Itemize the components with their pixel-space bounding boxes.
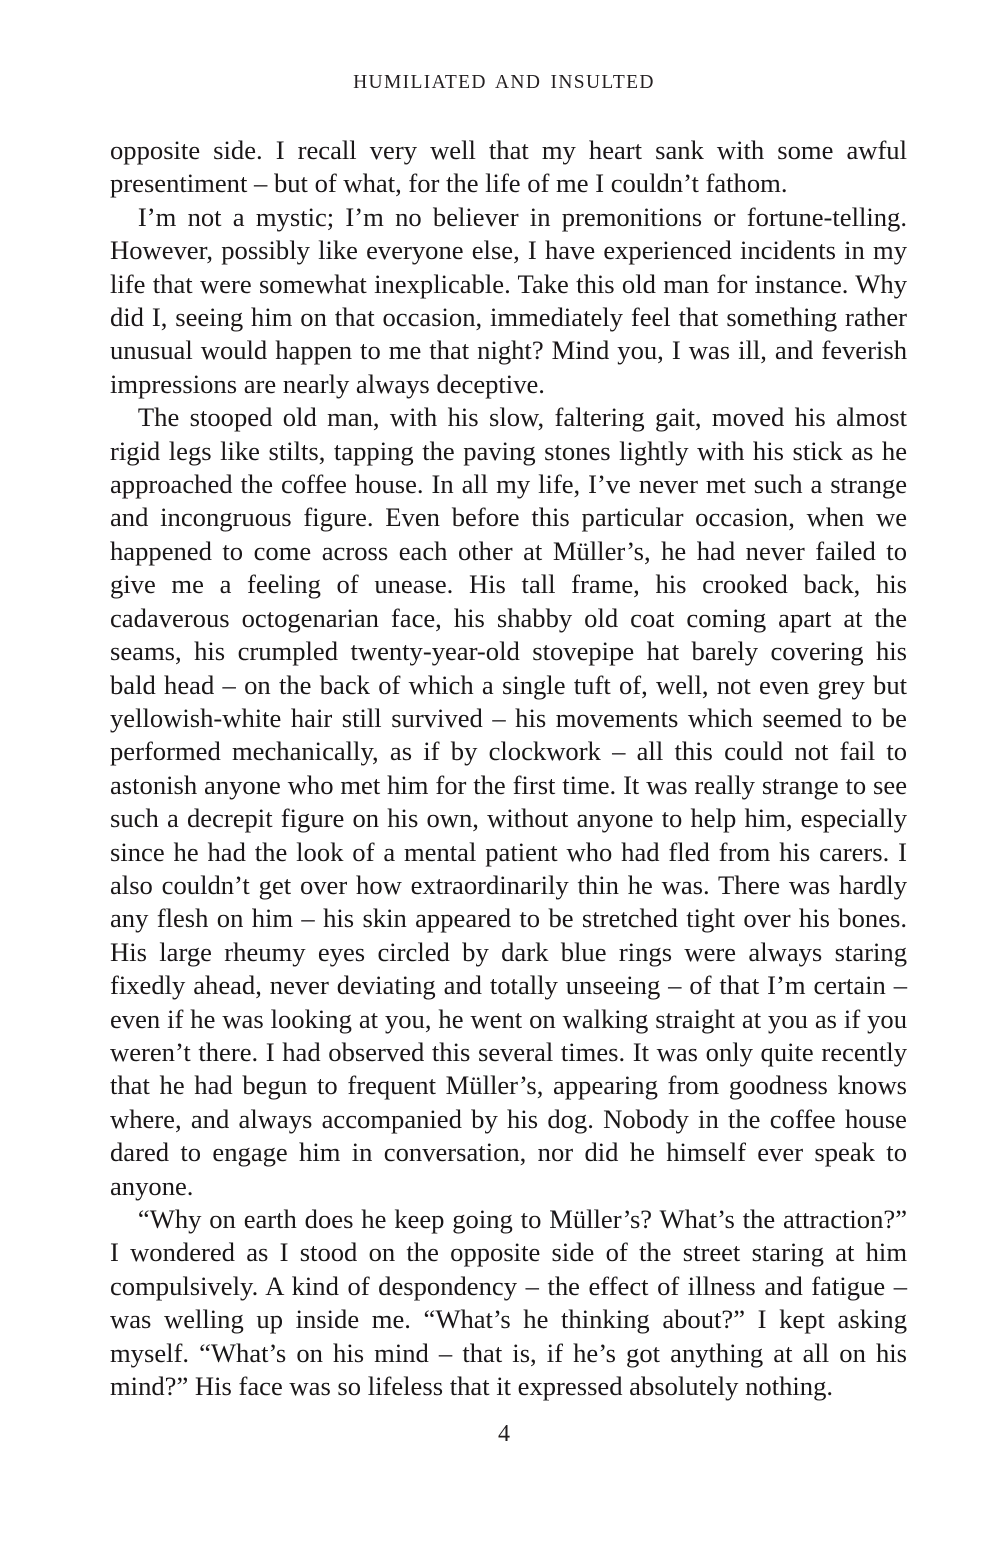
paragraph: I’m not a mystic; I’m no believer in premonitions or fortune-telling. However, possibly like everyone else, I have experienced incidents in my life that were somewhat inexplicable. Take this old man for instance. Why did I, seeing him on that occasion, immediately feel that something rather unusual would happen to me that night? Mind you, I was ill, and feverish impressions are nearly always deceptive. (110, 201, 907, 399)
page-number: 4 (498, 1421, 510, 1447)
body-text (110, 134, 907, 1403)
running-head: HUMILIATED AND INSULTED (353, 72, 655, 93)
paragraph: “Why on earth does he keep going to Müller’s? What’s the attraction?” I wondered as I stood on the opposite side of the street staring at him compulsively. A kind of despondency – the effect of illness and fatigue – was welling up inside me. “What’s he thinking about?” I kept asking myself. “What’s on his mind – that is, if he’s got anything at all on his mind?” His face was so lifeless that it expressed absolutely nothing. (110, 1204, 907, 1402)
paragraph: The stooped old man, with his slow, faltering gait, moved his almost rigid legs like stilts, tapping the paving stones lightly with his stick as he approached the coffee house. In all my life, I’ve never met such a strange and incongruous figure. Even before this particular occasion, when we happened to come across each other at Müller’s, he had never failed to give me a feeling of unease. His tall frame, his crooked back, his cadaverous octogenarian face, his shabby old coat coming apart at the seams, his crumpled twenty-year-old stovepipe hat barely covering his bald head – on the back of which a single tuft of, well, not even grey but yellowish-white hair still survived – his movements which seemed to be performed mechanically, as if by clockwork – all this could not fail to astonish anyone who met him for the first time. It was really strange to see such a decrepit figure on his own, without anyone to help him, especially since he had the look of a mental patient who had fled from his carers. I also couldn’t get over how extraordinarily thin he was. There was hardly any flesh on him – his skin appeared to be stretched tight over his bones. His large rheumy eyes circled by dark blue rings were always staring fixedly ahead, never deviating and totally unseeing – of that I’m certain – even if he was looking at you, he went on walking straight at you as if you weren’t there. I had observed this several times. It was only quite recently that he had begun to frequent Müller’s, appearing from goodness knows where, and always accompanied by his dog. Nobody in the coffee house dared to engage him in conversation, nor did he himself ever speak to anyone. (110, 402, 907, 1201)
paragraph: opposite side. I recall very well that my heart sank with some awful presentiment – but of what, for the life of me I couldn’t fathom. (110, 135, 907, 199)
